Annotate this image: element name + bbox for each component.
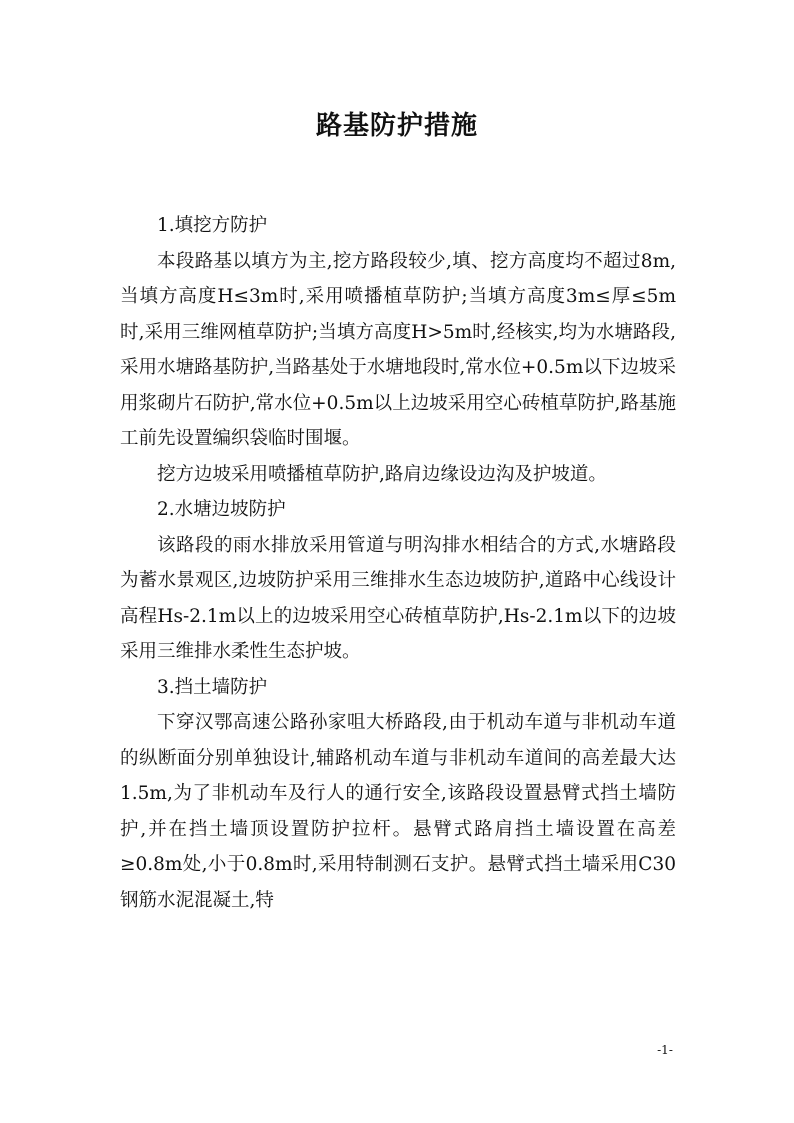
body-paragraph: 本段路基以填方为主,挖方路段较少,填、挖方高度均不超过8m,当填方高度H≤3m时,采用喷播植草防护;当填方高度3m≤厚≤5m时,采用三维网植草防护;当填方高度H>5m时,经核实,均为水塘路段,采用水塘路基防护,当路基处于水塘地段时,常水位+0.5m以下边坡采用浆砌片石防护,常水位+0.5m以上边坡采用空心砖植草防护,路基施工前先设置编织袋临时围堰。	[120, 250, 676, 449]
document-body	[120, 208, 676, 918]
section-heading: 1.填挖方防护	[157, 215, 268, 236]
page-title: 路基防护措施	[315, 111, 478, 141]
section-heading: 3.挡土墙防护	[157, 676, 268, 698]
body-paragraph: 挖方边坡采用喷播植草防护,路肩边缘设边沟及护坡道。	[157, 463, 607, 485]
body-paragraph: 该路段的雨水排放采用管道与明沟排水相结合的方式,水塘路段为蓄水景观区,边坡防护采用三维排水生态边坡防护,道路中心线设计高程Hs-2.1m以上的边坡采用空心砖植草防护,Hs-2.1m以下的边坡采用三维排水柔性生态护坡。	[120, 534, 676, 662]
page-number: -1-	[657, 1043, 673, 1057]
section-heading: 2.水塘边坡防护	[157, 499, 286, 520]
body-paragraph: 下穿汉鄂高速公路孙家咀大桥路段,由于机动车道与非机动车道的纵断面分别单独设计,辅路机动车道与非机动车道间的高差最大达1.5m,为了非机动车及行人的通行安全,该路段设置悬臂式挡土墙防护,并在挡土墙顶设置防护拉杆。悬臂式路肩挡土墙设置在高差≥0.8m处,小于0.8m时,采用特制测石支护。悬臂式挡土墙采用C30钢筋水泥混凝土,特	[120, 712, 676, 911]
